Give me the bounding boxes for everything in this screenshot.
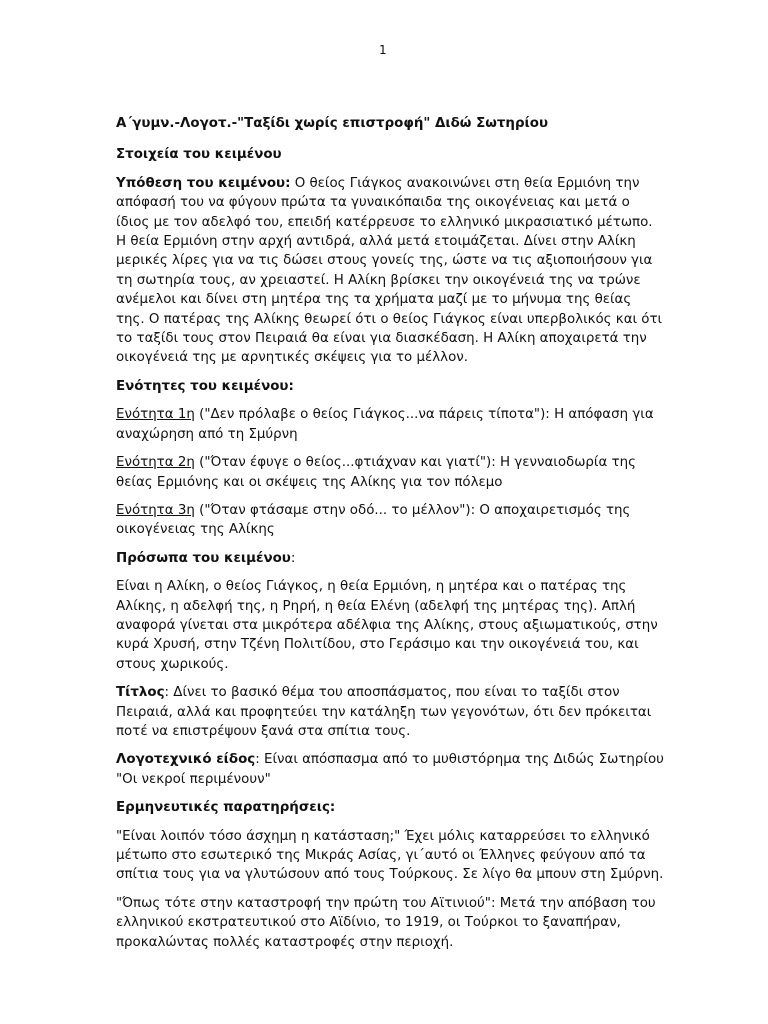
document-title: Α΄γυμν.-Λογοτ.-"Ταξίδι χωρίς επιστροφή" Διδώ Σωτηρίου <box>116 116 548 131</box>
hypothesis-text: Ο θείος Γιάγκος ανακοινώνει στη θεία Ερμιόνη την απόφασή του να φύγουν πρώτα τα γυναικόπαιδα της οικογένειας και μετά ο ίδιος με τον αδελφό του, επειδή κατέρρευσε το ελληνικό μικρασιατικό μέτωπο. Η θεία Ερμιόνη στην αρχή αντιδρά, αλλά μετά ετοιμάζεται. Δίνει στην Αλίκη μερικές λίρες για να τις δώσει στους γονείς της, ώστε να τις αξιοποιήσουν για τη σωτηρία τους, αν χρειαστεί. Η Αλίκη βρίσκει την οικογένειά της να τρώνε ανέμελοι και δίνει στη μητέρα της τα χρήματα μαζί με το μήνυμα της θείας της. Ο πατέρας της Αλίκης θεωρεί ότι ο θείος Γιάγκος είναι υπερβολικός και ότι το ταξίδι τους στον Πειραιά θα είναι για διασκέδαση. Η Αλίκη αποχαιρετά την οικογένειά της με αρνητικές σκέψεις για το μέλλον. <box>116 175 663 366</box>
unit-item <box>116 501 664 540</box>
unit-text: ("Δεν πρόλαβε ο θείος Γιάγκος...να πάρεις τίποτα"): Η απόφαση για αναχώρηση από τη Σμύρνη <box>116 407 654 442</box>
heading-remarks: Ερμηνευτικές παρατηρήσεις: <box>116 800 336 816</box>
title-paragraph <box>116 683 664 741</box>
unit-text: ("Όταν φτάσαμε στην οδό... το μέλλον"): Ο αποχαιρετισμός της οικογένειας της Αλίκης <box>116 502 631 538</box>
genre-paragraph <box>116 750 664 789</box>
heading-units: Ενότητες του κειμένου: <box>116 378 294 394</box>
unit-label: Ενότητα 2η <box>116 455 195 471</box>
unit-item <box>116 453 664 492</box>
genre-text: : Είναι απόσπασμα από το μυθιστόρημα της Διδώς Σωτηρίου "Οι νεκροί περιμένουν" <box>116 752 664 787</box>
page-number: 1 <box>379 43 387 57</box>
heading-persons <box>116 549 664 568</box>
document-body <box>116 114 664 961</box>
remarks-paragraph: "Όπως τότε στην καταστροφή την πρώτη του Αϊτινιού": Μετά την απόβαση του ελληνικού εκστρατευτικού στο Αϊδίνιο, το 1919, οι Τούρκοι το ξαναπήραν, προκαλώντας πολλές καταστροφές στην περιοχή. <box>116 895 656 950</box>
hypothesis-label: Υπόθεση του κειμένου: <box>116 175 291 191</box>
title-text: : Δίνει το βασικό θέμα του αποσπάσματος, που είναι το ταξίδι στον Πειραιά, αλλά και προφητεύει την κατάληξη των γεγονότων, ότι δεν πρόκειται ποτέ να επιστρέψουν ξανά στα σπίτια τους. <box>116 685 652 739</box>
unit-label: Ενότητα 3η <box>116 502 195 518</box>
heading-text-elements: Στοιχεία του κειμένου <box>116 147 282 163</box>
title-label: Τίτλος <box>116 685 165 701</box>
unit-text: ("Όταν έφυγε ο θείος...φτιάχναν και γιατί"): Η γενναιοδωρία της θείας Ερμιόνης και οι σκέψεις της Αλίκης για τον πόλεμο <box>116 455 636 490</box>
genre-label: Λογοτεχνικό είδος <box>116 752 256 768</box>
persons-suffix: : <box>290 550 296 566</box>
persons-paragraph: Είναι η Αλίκη, ο θείος Γιάγκος, η θεία Ερμιόνη, η μητέρα και ο πατέρας της Αλίκης, η αδελφή της, η Ρηρή, η θεία Ελένη (αδελφή της μητέρας της). Απλή αναφορά γίνεται στα μικρότερα αδέλφια της Αλίκης, στους αξιωματικούς, στην κυρά Χρυσή, στην Τζένη Πολιτίδου, στο Γεράσιμο και την οικογένειά του, και στους χωρικούς. <box>116 579 658 672</box>
remarks-paragraph: "Είναι λοιπόν τόσο άσχημη η κατάσταση;" Έχει μόλις καταρρεύσει το ελληνικό μέτωπο στο εσωτερικό της Μικράς Ασίας, γι΄αυτό οι Έλληνες φεύγουν από τα σπίτια τους για να γλυτώσουν από τους Τούρκους. Σε λίγο θα μπουν στη Σμύρνη. <box>116 828 664 883</box>
persons-label: Πρόσωπα του κειμένου <box>116 550 291 566</box>
unit-label: Ενότητα 1η <box>116 407 195 423</box>
hypothesis-paragraph <box>116 174 664 368</box>
unit-item <box>116 405 664 444</box>
